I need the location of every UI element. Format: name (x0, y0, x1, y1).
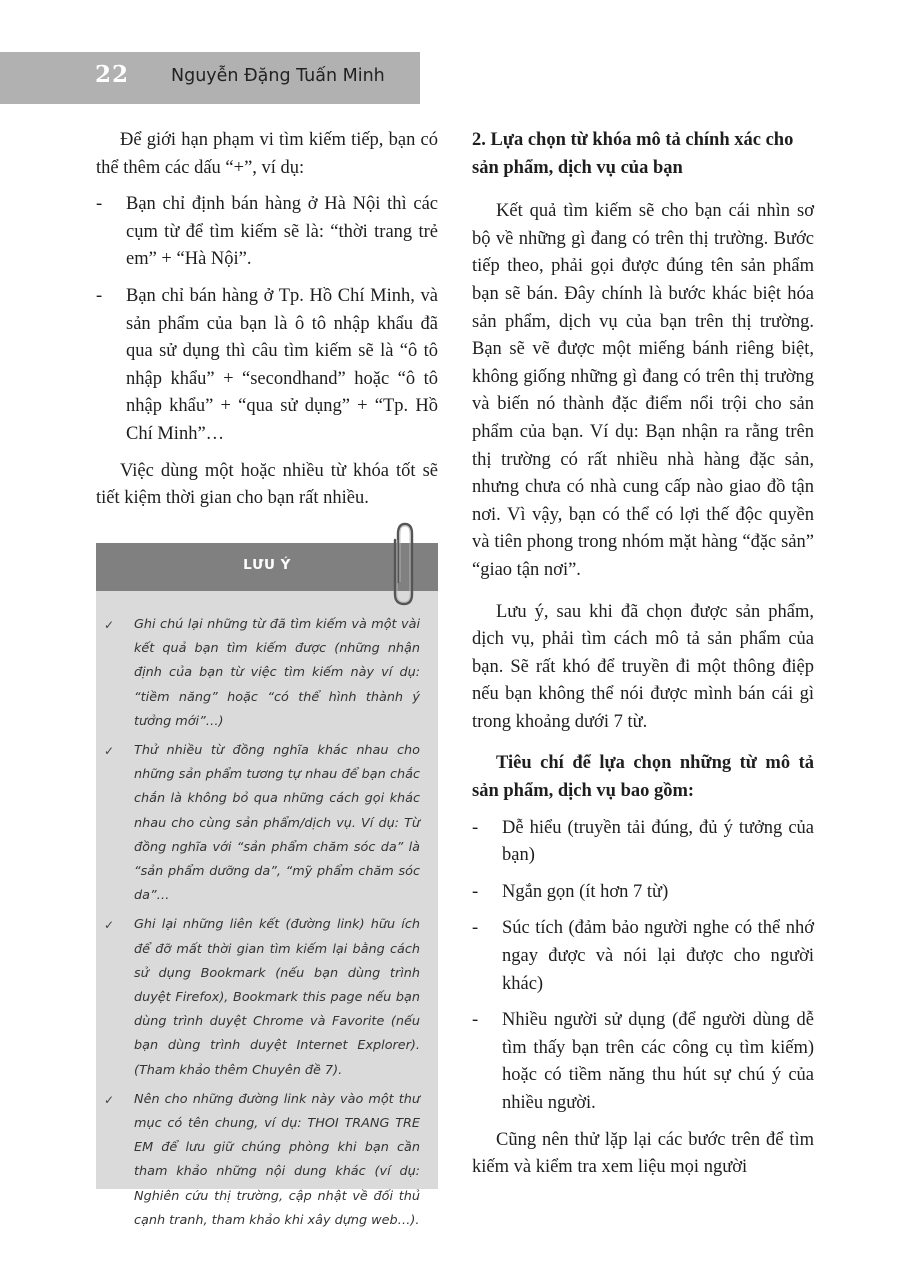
list-item (472, 915, 814, 998)
note-item-text: Thử nhiều từ đồng nghĩa khác nhau cho những sản phẩm tương tự nhau để bạn chắc chắn là không bỏ qua những cách gọi khác nhau cho cùng sản phẩm/dịch vụ. Ví dụ: Từ đồng nghĩa với “sản phẩm chăm sóc da” là “sản phẩm dưỡng da”, “mỹ phẩm chăm sóc da”… (134, 743, 420, 904)
body-paragraph: Kết quả tìm kiếm sẽ cho bạn cái nhìn sơ bộ về những gì đang có trên thị trường. Bước tiếp theo, phải gọi được đúng tên sản phẩm bạn sẽ bán. Đây chính là bước khác biệt hóa sản phẩm, dịch vụ của bạn trên thị trường. Bạn sẽ vẽ được một miếng bánh riêng biệt, không giống những gì đang có trên thị trường và biến nó thành đặc điểm nổi trội cho sản phẩm của bạn. Ví dụ: Bạn nhận ra rằng trên thị trường có rất nhiều nhà hàng đặc sản, nhưng chưa có nhà cung cấp nào giao đồ tận nơi. Vì vậy, bạn có thể có lợi thế độc quyền và tiên phong trong nhóm mặt hàng “đặc sản” “giao tận nơi”. (472, 201, 814, 580)
dash-marker: - (472, 918, 479, 939)
list-item-text: Bạn chỉ định bán hàng ở Hà Nội thì các cụm từ để tìm kiếm sẽ là: “thời trang trẻ em” + “Hà Nội”. (126, 194, 438, 270)
right-column (472, 127, 814, 1191)
note-item (96, 1088, 438, 1233)
note-list (96, 613, 438, 1238)
criteria-heading: Tiêu chí để lựa chọn những từ mô tả sản phẩm, dịch vụ bao gồm: (472, 753, 814, 802)
dash-marker: - (472, 1010, 479, 1031)
list-item (472, 879, 814, 907)
section-heading: 2. Lựa chọn từ khóa mô tả chính xác cho sản phẩm, dịch vụ của bạn (472, 130, 794, 178)
conclusion-paragraph: Việc dùng một hoặc nhiều từ khóa tốt sẽ tiết kiệm thời gian cho bạn rất nhiều. (96, 460, 438, 509)
note-box (96, 591, 438, 1228)
list-item-text: Bạn chỉ bán hàng ở Tp. Hồ Chí Minh, và sản phẩm của bạn là ô tô nhập khẩu đã qua sử dụng thì câu tìm kiếm sẽ là “ô tô nhập khẩu” + “secondhand” hoặc “ô tô nhập khẩu” + “qua sử dụng” + “Tp. Hồ Chí Minh”… (126, 285, 438, 444)
note-item (96, 613, 438, 734)
body-paragraph: Lưu ý, sau khi đã chọn được sản phẩm, dịch vụ, phải tìm cách mô tả sản phẩm của bạn. Sẽ rất khó để truyền đi một thông điệp nếu bạn không thể nói được mình bán cái gì trong khoảng dưới 7 từ. (472, 601, 814, 732)
note-box-header (96, 543, 438, 591)
note-item-text: Ghi chú lại những từ đã tìm kiếm và một vài kết quả bạn tìm kiếm được (những nhận định của bạn từ việc tìm kiếm này ví dụ: “tiềm năng” hoặc “có thể hình thành ý tưởng mới”…) (134, 617, 420, 729)
dash-marker: - (96, 194, 103, 215)
closing-paragraph: Cũng nên thử lặp lại các bước trên để tìm kiếm và kiểm tra xem liệu mọi người (472, 1129, 814, 1178)
page-number: 22 (95, 61, 130, 88)
checkmark-icon: ✓ (104, 1092, 115, 1107)
list-item (472, 1007, 814, 1117)
left-column (96, 127, 438, 522)
note-box-title: LƯU Ý (243, 557, 291, 573)
list-item-text: Nhiều người sử dụng (để người dùng dễ tìm thấy bạn trên các công cụ tìm kiếm) hoặc có tiềm năng thu hút sự chú ý của nhiều người. (502, 1010, 814, 1113)
note-item-text: Nên cho những đường link này vào một thư mục có tên chung, ví dụ: THOI TRANG TRE EM để lưu giữ chúng phòng khi bạn cần tham khảo những nội dung khác (ví dụ: Nghiên cứu thị trường, cập nhật về đối thủ cạnh tranh, tham khảo khi xây dựng web…). (134, 1091, 420, 1228)
author-name: Nguyễn Đặng Tuấn Minh (171, 66, 385, 86)
paperclip-icon (388, 520, 422, 608)
dash-marker: - (96, 285, 103, 306)
note-item-text: Ghi lại những liên kết (đường link) hữu ích để đỡ mất thời gian tìm kiếm lại bằng cách sử dụng Bookmark (nếu bạn dùng trình duyệt Firefox), Bookmark this page nếu bạn dùng trình duyệt Chrome và Favorite (nếu bạn dùng trình duyệt Internet Explorer). (Tham khảo thêm Chuyên đề 7). (134, 917, 420, 1078)
note-item (96, 739, 438, 908)
dash-marker: - (472, 881, 479, 902)
running-header (0, 52, 420, 104)
list-item (96, 191, 438, 274)
list-item-text: Súc tích (đảm bảo người nghe có thể nhớ ngay được và nói lại được cho người khác) (502, 918, 814, 994)
list-item (96, 283, 438, 449)
checkmark-icon: ✓ (104, 618, 115, 632)
note-item (96, 913, 438, 1082)
checkmark-icon: ✓ (104, 744, 115, 759)
checkmark-icon: ✓ (104, 918, 115, 933)
list-item (472, 815, 814, 870)
list-item-text: Dễ hiểu (truyền tải đúng, đủ ý tưởng của bạn) (502, 817, 814, 866)
list-item-text: Ngắn gọn (ít hơn 7 từ) (502, 881, 669, 902)
dash-marker: - (472, 817, 479, 838)
intro-paragraph: Để giới hạn phạm vi tìm kiếm tiếp, bạn có thể thêm các dấu “+”, ví dụ: (96, 130, 438, 178)
